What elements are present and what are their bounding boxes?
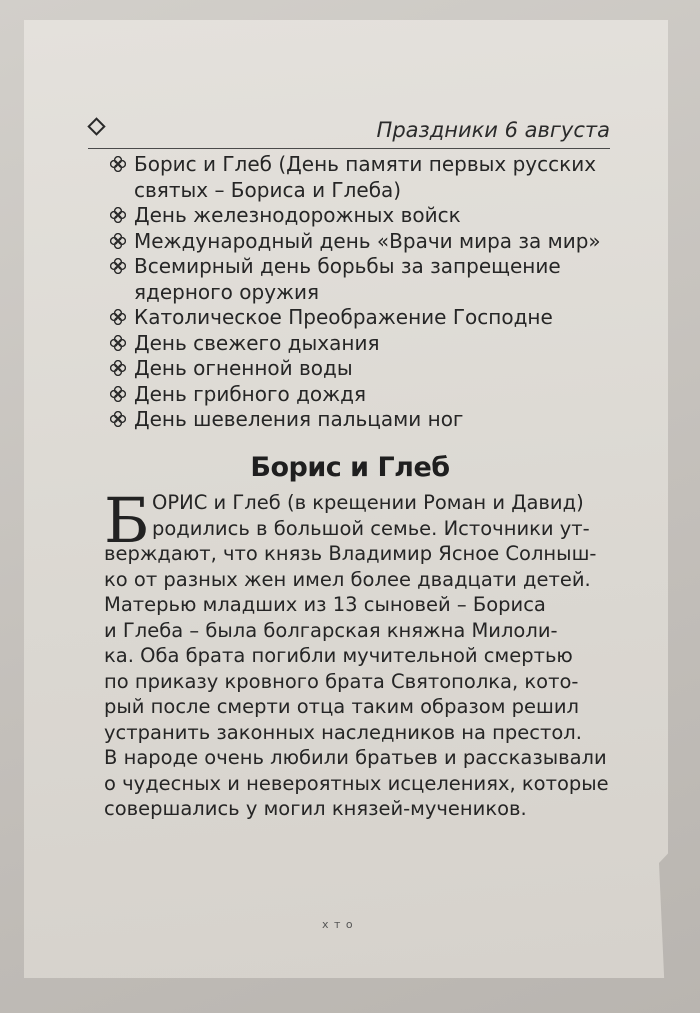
holiday-text: Международный день «Врачи мира за мир» [134, 228, 601, 253]
article-line: Матерью младших из 13 сыновей – Бориса [104, 593, 546, 616]
article-line: и Глеба – была болгарская княжна Милоли- [104, 618, 558, 642]
holiday-item [110, 331, 620, 357]
article-line: устранить законных наследников на престол. [104, 720, 582, 744]
footer-marks: x т o [322, 918, 354, 931]
holiday-list [110, 152, 620, 433]
flower-bullet-icon [110, 386, 126, 402]
holiday-text: День свежего дыхания [134, 330, 380, 355]
flower-bullet-icon [110, 309, 126, 325]
article-line: совершались у могил князей-мучеников. [104, 797, 527, 820]
holiday-item [110, 152, 620, 203]
article-line: верждают, что князь Владимир Ясное Солныш- [104, 542, 597, 565]
holiday-text: День шевеления пальцами ног [134, 407, 464, 431]
article-line: о чудесных и невероятных исцелениях, которые [104, 771, 609, 795]
drop-cap: Б [104, 484, 150, 557]
holiday-item [110, 254, 620, 305]
article-body [104, 484, 609, 822]
holiday-text: Всемирный день борьбы за запрещение ядерного оружия [134, 254, 561, 304]
flower-bullet-icon [110, 258, 126, 274]
holiday-text: День грибного дождя [134, 381, 367, 406]
article-line: В народе очень любили братьев и рассказывали [104, 746, 607, 769]
flower-bullet-icon [110, 207, 126, 223]
holiday-text: Католическое Преображение Господне [134, 305, 553, 329]
article-line: по приказу кровного брата Святополка, кото- [104, 669, 579, 693]
flower-bullet-icon [110, 233, 126, 249]
article-line: ко от разных жен имел более двадцати детей. [104, 567, 591, 591]
flower-bullet-icon [110, 411, 126, 427]
section-header [88, 114, 610, 149]
article-line: родились в большой семье. Источники ут- [152, 516, 590, 540]
section-title: Праздники 6 августа [376, 118, 610, 142]
article-line: ОРИС и Глеб (в крещении Роман и Давид) [152, 491, 584, 514]
holiday-item [110, 382, 620, 408]
diamond-icon [87, 117, 105, 135]
holiday-item [110, 229, 620, 255]
article-line: рый после смерти отца таким образом решил [104, 695, 579, 718]
holiday-item [110, 407, 620, 433]
holiday-text: Борис и Глеб (День памяти первых русских святых – Бориса и Глеба) [134, 152, 597, 202]
flower-bullet-icon [110, 156, 126, 172]
article-title: Борис и Глеб [250, 452, 450, 483]
flower-bullet-icon [110, 335, 126, 351]
holiday-text: День железнодорожных войск [134, 203, 461, 227]
holiday-item [110, 305, 620, 331]
holiday-item [110, 356, 620, 382]
article-line: ка. Оба брата погибли мучительной смертью [104, 644, 573, 667]
holiday-item [110, 203, 620, 229]
flower-bullet-icon [110, 360, 126, 376]
holiday-text: День огненной воды [134, 356, 353, 380]
